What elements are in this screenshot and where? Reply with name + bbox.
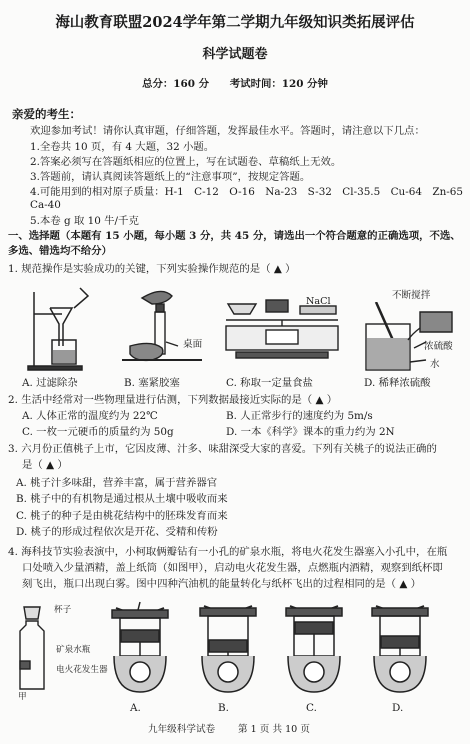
- q4-engine-b: [196, 596, 260, 696]
- notice-item-2: 2.答案必须写在答题纸相应的位置上，写在试题卷、草稿纸上无效。: [30, 156, 342, 168]
- q4-figure-bottle: [14, 605, 50, 693]
- score-time-line: 总分：160 分 考试时间：120 分钟: [142, 78, 328, 90]
- q1-figure-a-filtration: [22, 284, 92, 372]
- q4-label-jia: 甲: [18, 692, 27, 702]
- notice-item-1: 1.全卷共 10 页，有 4 大题，32 小题。: [30, 141, 215, 153]
- q3-option-a: A. 桃子汁多味甜，营养丰富，属于营养器官: [16, 477, 218, 489]
- q1-option-b: B. 塞紧胶塞: [124, 377, 180, 389]
- footer-paper-name: 九年级科学试卷: [148, 724, 216, 735]
- q3-option-d: D. 桃子的形成过程依次是开花、受精和传粉: [16, 526, 218, 538]
- q2-option-a: A. 人体正常的温度约为 22℃: [22, 410, 158, 422]
- notice-intro: 欢迎参加考试！请你认真审题，仔细答题，发挥最佳水平。答题时，请注意以下几点：: [30, 125, 425, 137]
- paper-subtitle: 科学试题卷: [202, 47, 268, 62]
- q1-label-water: 水: [430, 359, 440, 370]
- section1-heading-line1: 一、选择题（本题有 15 小题，每小题 3 分，共 45 分，请选出一个符合题意的正确选项，不选、: [8, 230, 461, 242]
- q1-label-stir: 不断搅拌: [392, 290, 431, 301]
- q4-option-b: B.: [218, 702, 229, 714]
- q3-option-b: B. 桃子中的有机物是通过根从土壤中吸收而来: [16, 493, 228, 505]
- q4-stem-line2: 口处喷入少量酒精，盖上纸筒（如图甲），启动电火花发生器，点燃瓶内酒精，观察到纸杯即: [22, 562, 443, 574]
- q2-stem: 2. 生活中经常对一些物理量进行估测，下列数据最接近实际的是（ ▲ ）: [8, 394, 338, 406]
- q3-stem-line2: 是（ ▲ ）: [22, 459, 68, 471]
- footer-page-number: 第 1 页 共 10 页: [238, 724, 310, 735]
- q1-label-desk: 桌面: [183, 339, 203, 350]
- q4-label-cup: 杯子: [54, 605, 72, 615]
- notice-heading: 亲爱的考生：: [12, 107, 81, 121]
- q4-stem-line1: 4. 海科技节实验表演中，小柯取俩瓣钻有一小孔的矿泉水瓶，将电火花发生器塞入小孔中，在瓶: [8, 546, 448, 558]
- q2-option-c: C. 一枚一元硬币的质量约为 50g: [22, 426, 174, 438]
- q4-label-spark: 电火花发生器: [56, 665, 108, 675]
- exam-title: 海山教育联盟2024学年第二学期九年级知识类拓展评估: [55, 14, 415, 31]
- q1-label-nacl: NaCl: [306, 296, 331, 307]
- notice-item-4-cont: Ca-40: [30, 199, 61, 211]
- q1-option-c: C. 称取一定量食盐: [226, 377, 313, 389]
- q4-option-d: D.: [392, 702, 404, 714]
- q1-figure-b-stopper: [122, 284, 202, 372]
- q4-option-c: C.: [306, 702, 317, 714]
- section1-heading-line2: 多选、错选均不给分）: [8, 245, 112, 257]
- q1-option-d: D. 稀释浓硫酸: [364, 377, 431, 389]
- q2-option-b: B. 人正常步行的速度约为 5m/s: [226, 410, 373, 422]
- notice-item-5: 5.本卷 g 取 10 牛/千克: [30, 215, 139, 227]
- q4-engine-d: [368, 596, 432, 696]
- q4-engine-a: [108, 600, 172, 696]
- q1-figure-d-dilution: [360, 302, 460, 374]
- q1-label-acid: 浓硫酸: [424, 341, 453, 352]
- q4-stem-line3: 刻飞出，瓶口出现白雾。图中四种汽油机的能量转化与纸杯飞出的过程相同的是（ ▲ ）: [22, 578, 422, 590]
- q4-engine-c: [282, 596, 346, 696]
- notice-item-3: 3.答题前，请认真阅读答题纸上的“注意事项”，按规定答题。: [30, 171, 311, 183]
- q1-stem: 1. 规范操作是实验成功的关键，下列实验操作规范的是（ ▲ ）: [8, 263, 296, 275]
- q4-label-bottle: 矿泉水瓶: [56, 645, 91, 655]
- q3-option-c: C. 桃子的种子是由桃花结构中的胚珠发育而来: [16, 510, 228, 522]
- q2-option-d: D. 一本《科学》课本的重力约为 2N: [226, 426, 395, 438]
- q3-stem-line1: 3. 六月份正值桃子上市，它因皮薄、汁多、味甜深受大家的喜爱。下列有关桃子的说法正确的: [8, 443, 437, 455]
- q1-option-a: A. 过滤除杂: [22, 377, 78, 389]
- q4-option-a: A.: [130, 702, 141, 714]
- notice-item-4: 4.可能用到的相对原子质量：H-1 C-12 O-16 Na-23 S-32 Cl-35.5 Cu-64 Zn-65: [30, 186, 464, 198]
